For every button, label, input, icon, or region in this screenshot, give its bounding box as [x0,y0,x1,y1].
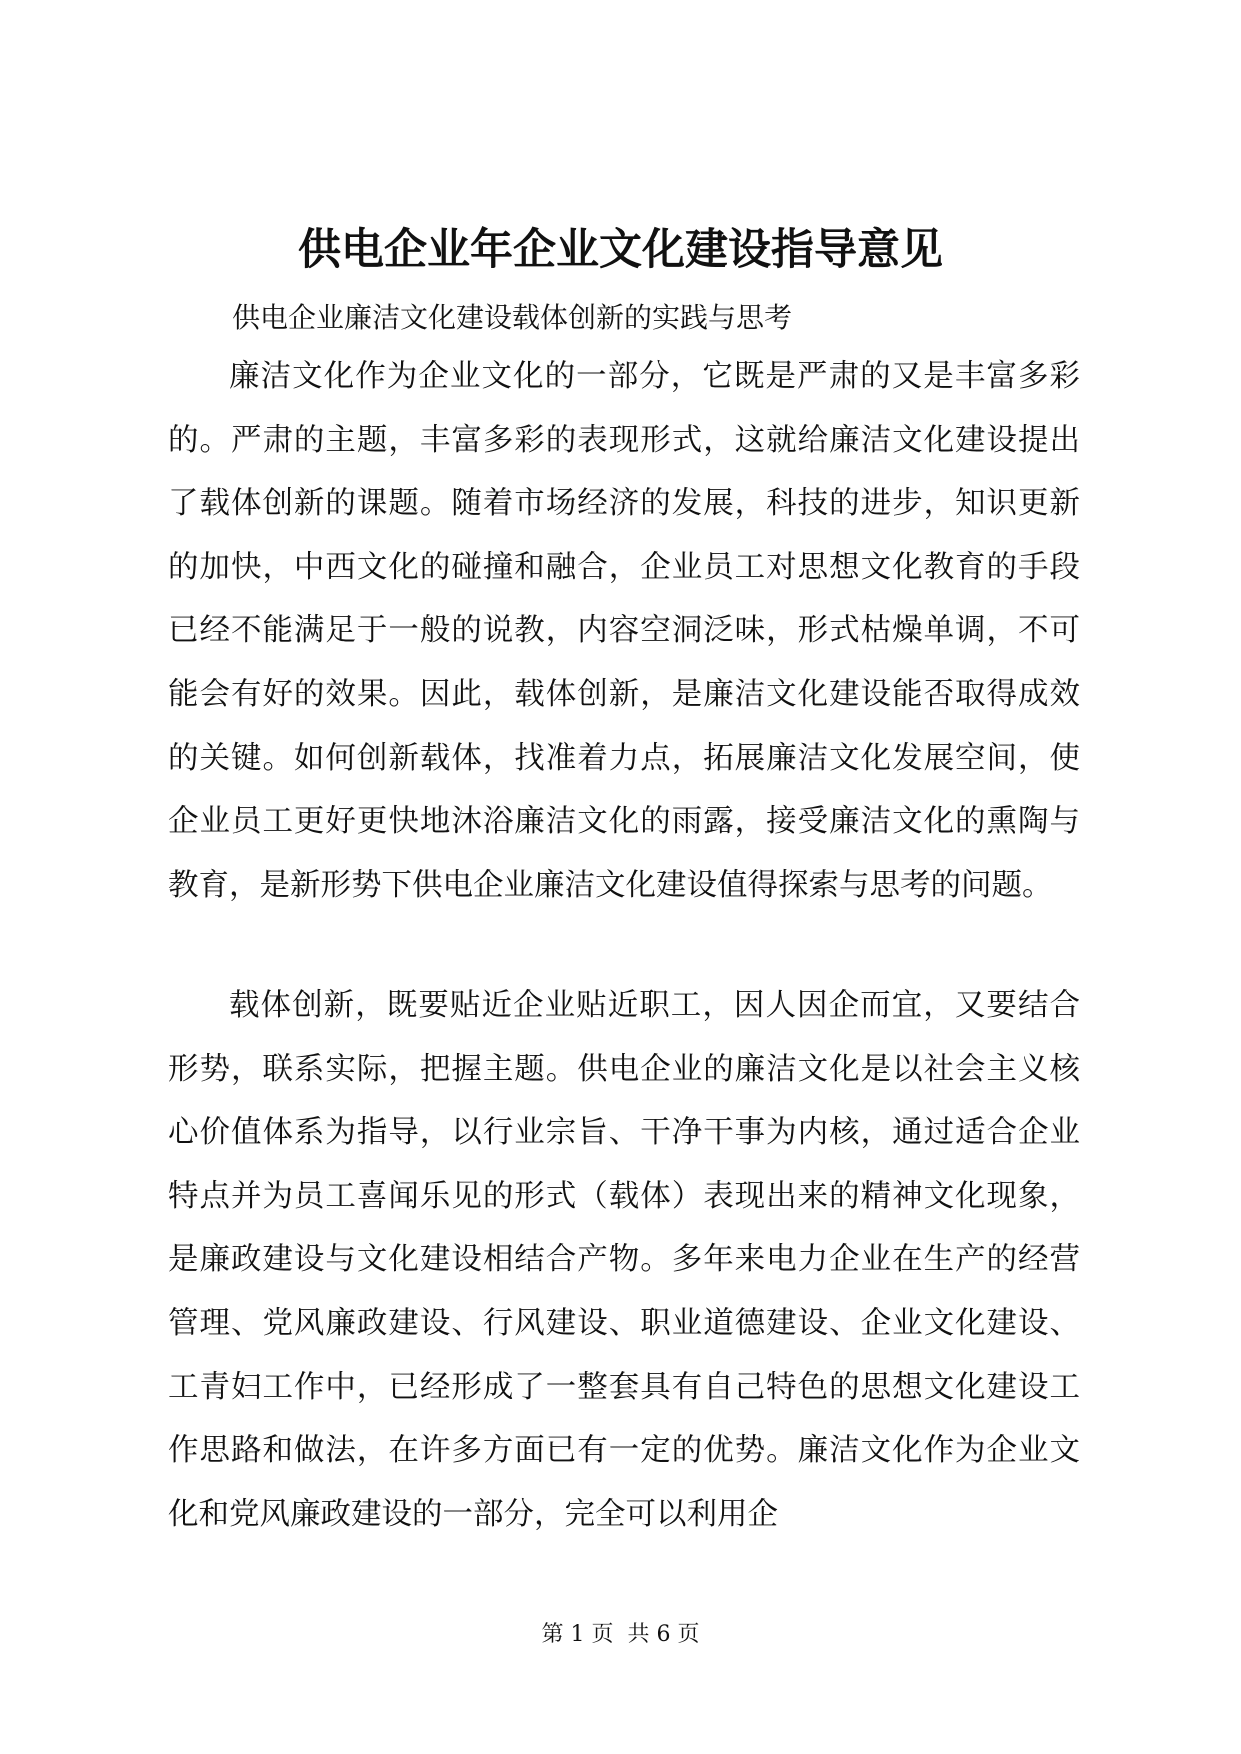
document-subtitle: 供电企业廉洁文化建设载体创新的实践与思考 [232,301,793,334]
body-paragraph-2: 载体创新，既要贴近企业贴近职工，因人因企而宜，又要结合形势，联系实际，把握主题。供电企业的廉洁文化是以社会主义核心价值体系为指导，以行业宗旨、干净干事为内核，通过适合企业特点并为员工喜闻乐见的形式（载体）表现出来的精神文化现象，是廉政建设与文化建设相结合产物。多年来电力企业在生产的经营管理、党风廉政建设、行风建设、职业道德建设、企业文化建设、工青妇工作中，已经形成了一整套具有自己特色的思想文化建设工作思路和做法，在许多方面已有一定的优势。廉洁文化作为企业文化和党风廉政建设的一部分，完全可以利用企 [168,988,1080,1532]
body-paragraph-1: 廉洁文化作为企业文化的一部分，它既是严肃的又是丰富多彩的。严肃的主题，丰富多彩的表现形式，这就给廉洁文化建设提出了载体创新的课题。随着市场经济的发展，科技的进步，知识更新的加快，中西文化的碰撞和融合，企业员工对思想文化教育的手段已经不能满足于一般的说教，内容空洞泛味，形式枯燥单调，不可能会有好的效果。因此，载体创新，是廉洁文化建设能否取得成效的关键。如何创新载体，找准着力点，拓展廉洁文化发展空间，使企业员工更好更快地沐浴廉洁文化的雨露，接受廉洁文化的熏陶与教育，是新形势下供电企业廉洁文化建设值得探索与思考的问题。 [168,359,1080,903]
document-title: 供电企业年企业文化建设指导意见 [298,225,943,275]
page-number-footer: 第 1 页 共 6 页 [541,1622,700,1647]
